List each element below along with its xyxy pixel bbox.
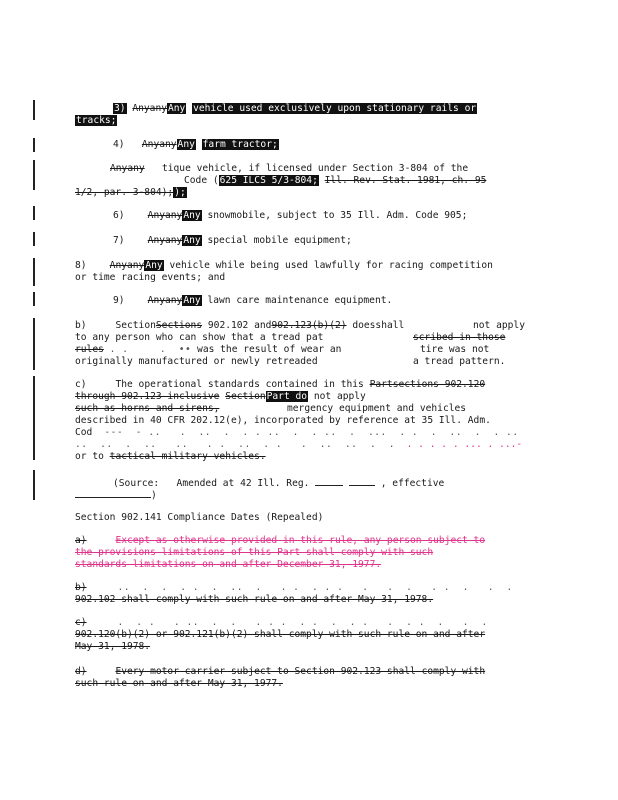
change-bar xyxy=(33,100,35,120)
comp-a-line-1: a) Except as otherwise provided in this rule, any person subject to xyxy=(75,535,486,546)
item-7: 7) AnyanyAny special mobile equipment; xyxy=(113,235,352,246)
change-bar xyxy=(33,376,35,460)
change-bar xyxy=(33,292,35,306)
comp-b-line-1: b) .. . . . . . .. . . . . . . . . . . . . . . xyxy=(75,582,513,593)
item-5-c: 1/2, par. 3-804);); xyxy=(75,187,186,198)
para-c-line-7: or to tactical military vehicles. xyxy=(75,451,266,462)
item-3-cont: tracks; xyxy=(76,115,117,126)
para-c-line-2: through 902.123 inclusive SectionPart do not apply xyxy=(75,391,366,402)
comp-c-line-1: c) . . . . .. . . . . . . . . . . . . . . . . xyxy=(75,617,488,628)
comp-b-line-2: 902.102 shall comply with such rule on and after May 31, 1978. xyxy=(75,594,434,605)
comp-c-line-2: 902.120(b)(2) or 902.121(b)(2) shall comply with such rule on and after xyxy=(75,629,486,640)
item-4: 4) AnyanyAny farm tractor; xyxy=(113,139,278,150)
para-b-line-4: originally manufactured or newly retreaded xyxy=(75,356,318,367)
change-bar xyxy=(33,232,35,246)
comp-d-line-1: d) Every motor carrier subject to Section 902.123 shall comply with xyxy=(75,666,486,677)
item-3: 3) AnyanyAny vehicle used exclusively upon stationary rails or xyxy=(114,103,477,114)
para-b-line-1-end: not apply xyxy=(473,320,525,331)
comp-a-line-3: standards limitations on and after December 31, 1977. xyxy=(75,559,382,570)
item-5: Anyany tique vehicle, if licensed under Section 3-804 of the xyxy=(110,163,469,174)
source-note-close: ) xyxy=(75,488,157,502)
comp-d-line-2: such rule on and after May 31, 1977. xyxy=(75,678,283,689)
para-c-line-1: c) The operational standards contained in this Partsections 902.120 xyxy=(75,379,486,390)
comp-c-line-3: May 31, 1978. xyxy=(75,641,151,652)
change-bar xyxy=(33,160,35,190)
change-bar xyxy=(33,138,35,152)
item-5-b: Code (625 ILCS 5/3-804; Ill. Rev. Stat. 1981, ch. 95 xyxy=(184,175,487,186)
section-title: Section 902.141 Compliance Dates (Repealed) xyxy=(75,512,324,523)
item-8-cont: or time racing events; and xyxy=(75,272,226,283)
para-c-line-3-end: mergency equipment and vehicles xyxy=(287,403,467,414)
para-c-line-6: .. .. . .. .. . . .. . . . .. .. . . . . . . . ... . ...- xyxy=(75,439,523,450)
para-b-line-4-end: a tread pattern. xyxy=(413,356,506,367)
item-8: 8) AnyanyAny vehicle while being used lawfully for racing competition xyxy=(75,260,493,271)
source-note: (Source: Amended at 42 Ill. Reg. , effective xyxy=(113,478,445,489)
change-bar xyxy=(33,206,35,220)
para-b-line-3: rules . . . •• was the result of wear an xyxy=(75,344,342,355)
para-c-line-5: Cod --- - .. . .. . . . .. . . .. . ... . . . .. . . .. xyxy=(75,427,519,438)
change-bar xyxy=(33,258,35,286)
para-b-line-1: b) SectionSections 902.102 and902.123(b)(2) doesshall xyxy=(75,320,405,331)
item-9: 9) AnyanyAny lawn care maintenance equipment. xyxy=(113,295,393,306)
para-b-line-2-end: scribed in those xyxy=(413,332,506,343)
para-c-line-4: described in 40 CFR 202.12(e), incorporated by reference at 35 Ill. Adm. xyxy=(75,415,491,426)
change-bar xyxy=(33,470,35,500)
item-6: 6) AnyanyAny snowmobile, subject to 35 Ill. Adm. Code 905; xyxy=(113,210,468,221)
change-bar xyxy=(33,318,35,370)
para-c-line-3: such as horns and sirens, xyxy=(75,403,220,414)
para-b-line-3-end: tire was not xyxy=(420,344,490,355)
comp-a-line-2: the provisions limitations of this Part shall comply with such xyxy=(75,547,434,558)
para-b-line-2: to any person who can show that a tread pat xyxy=(75,332,324,343)
